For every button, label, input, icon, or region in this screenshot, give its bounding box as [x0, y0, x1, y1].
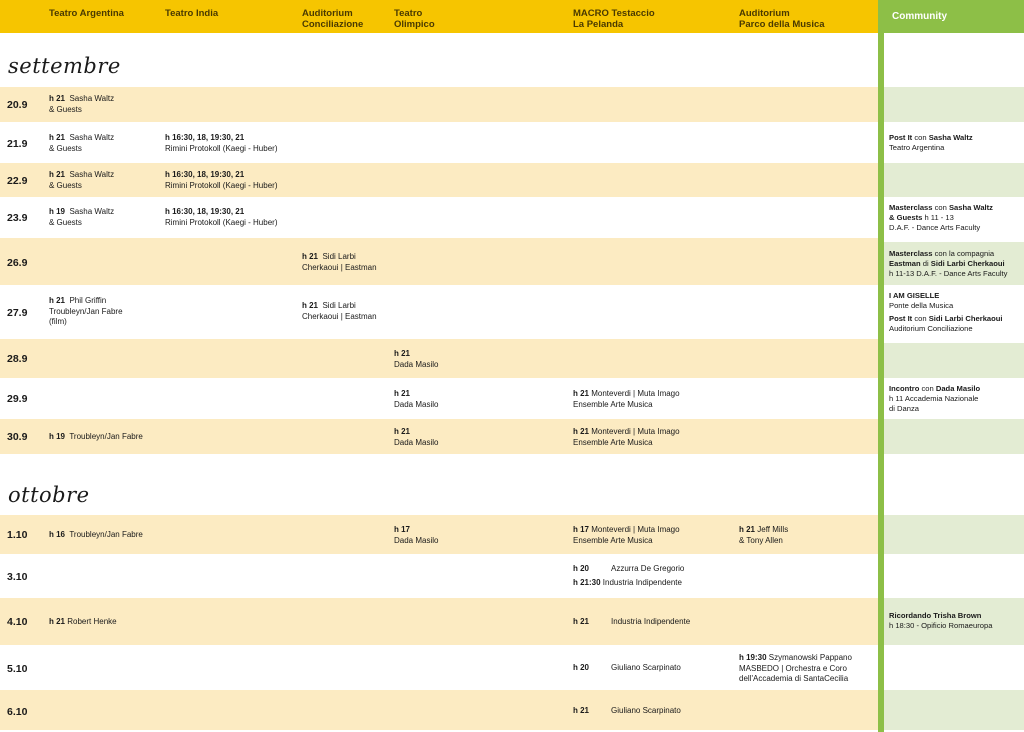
- row-date: 29.9: [7, 393, 28, 405]
- header-teatro-olimpico: Teatro Olimpico: [394, 8, 435, 30]
- community-event: Post It con Sasha Waltz Teatro Argentina: [889, 133, 973, 152]
- month-settembre: settembre: [8, 54, 121, 78]
- event-olimpico: h 21 Dada Masilo: [394, 349, 439, 369]
- header-teatro-argentina: Teatro Argentina: [49, 8, 124, 19]
- community-cell: [884, 87, 1024, 122]
- community-cell: [884, 419, 1024, 454]
- event-olimpico: h 21 Dada Masilo: [394, 427, 439, 447]
- community-cell: [884, 122, 1024, 163]
- community-cell: [884, 690, 1024, 730]
- schedule-row: [0, 163, 878, 197]
- schedule-row: [0, 419, 878, 454]
- event-macro: h 17 Monteverdi | Muta Imago Ensemble Arte Musica: [573, 525, 680, 545]
- venue-header: [0, 0, 878, 33]
- community-event: Incontro con Dada Masilo h 11 Accademia Nazionale di Danza: [889, 384, 981, 413]
- schedule-row: [0, 87, 878, 122]
- event-olimpico: h 21 Dada Masilo: [394, 389, 439, 409]
- event-conciliazione: h 21 Sidi Larbi Cherkaoui | Eastman: [302, 252, 377, 272]
- event-macro: h 21 Monteverdi | Muta Imago Ensemble Arte Musica: [573, 389, 680, 409]
- event-argentina: h 19 Sasha Waltz & Guests: [49, 207, 115, 227]
- event-argentina: h 21 Sasha Waltz & Guests: [49, 133, 115, 153]
- row-date: 6.10: [7, 706, 28, 718]
- row-date: 1.10: [7, 529, 28, 541]
- community-event: I AM GISELLE Ponte della Musica: [889, 291, 954, 310]
- schedule-row: [0, 598, 878, 645]
- row-date: 22.9: [7, 175, 28, 187]
- community-cell: [884, 197, 1024, 238]
- event-argentina: h 16 Troubleyn/Jan Fabre: [49, 530, 143, 539]
- header-auditorium-parco: Auditorium Parco della Musica: [739, 8, 825, 30]
- schedule-row: [0, 690, 878, 730]
- event-argentina: h 21 Sasha Waltz & Guests: [49, 170, 115, 190]
- community-cell: [884, 598, 1024, 645]
- schedule-row: [0, 285, 878, 339]
- event-macro: h 20 Giuliano Scarpinato: [573, 663, 681, 672]
- row-date: 23.9: [7, 212, 28, 224]
- community-cell: [884, 378, 1024, 419]
- schedule-row: [0, 378, 878, 419]
- community-cell: [884, 163, 1024, 197]
- row-date: 26.9: [7, 257, 28, 269]
- event-argentina: h 21 Sasha Waltz & Guests: [49, 94, 115, 114]
- schedule-row: [0, 645, 878, 690]
- community-cell: [884, 242, 1024, 285]
- header-teatro-india: Teatro India: [165, 8, 219, 19]
- event-macro: h 21 Giuliano Scarpinato: [573, 706, 681, 715]
- event-macro: h 21 Industria Indipendente: [573, 617, 691, 626]
- header-auditorium-conciliazione: Auditorium Conciliazione: [302, 8, 364, 30]
- event-macro: h 21:30 Industria Indipendente: [573, 578, 682, 587]
- community-header: Community: [884, 0, 1024, 33]
- schedule-row: [0, 197, 878, 238]
- community-event: Post It con Sidi Larbi Cherkaoui Auditorium Conciliazione: [889, 314, 1003, 333]
- row-date: 4.10: [7, 616, 28, 628]
- schedule-row: [0, 554, 878, 598]
- schedule-row: [0, 515, 878, 554]
- row-date: 3.10: [7, 571, 28, 583]
- row-date: 5.10: [7, 663, 28, 675]
- community-event: Ricordando Trisha Brown h 18:30 - Opificio Romaeuropa: [889, 611, 993, 630]
- event-india: h 16:30, 18, 19:30, 21 Rimini Protokoll (Kaegi - Huber): [165, 133, 278, 153]
- event-parco-musica: h 19:30 Szymanowski Pappano MASBEDO | Orchestra e Coro dell'Accademia di SantaCecilia: [739, 653, 852, 683]
- row-date: 21.9: [7, 138, 28, 150]
- event-argentina: h 21 Phil Griffin Troubleyn/Jan Fabre (film): [49, 296, 123, 326]
- event-olimpico: h 17 Dada Masilo: [394, 525, 439, 545]
- row-date: 27.9: [7, 307, 28, 319]
- event-india: h 16:30, 18, 19:30, 21 Rimini Protokoll (Kaegi - Huber): [165, 207, 278, 227]
- event-macro: h 20 Azzurra De Gregorio: [573, 564, 685, 573]
- month-ottobre: ottobre: [8, 483, 90, 507]
- event-argentina: h 19 Troubleyn/Jan Fabre: [49, 432, 143, 441]
- event-conciliazione: h 21 Sidi Larbi Cherkaoui | Eastman: [302, 301, 377, 321]
- community-cell: [884, 343, 1024, 378]
- community-cell: [884, 285, 1024, 339]
- event-india: h 16:30, 18, 19:30, 21 Rimini Protokoll (Kaegi - Huber): [165, 170, 278, 190]
- row-date: 28.9: [7, 353, 28, 365]
- header-macro-testaccio: MACRO Testaccio La Pelanda: [573, 8, 655, 30]
- schedule-row: [0, 238, 878, 285]
- schedule-row: [0, 122, 878, 163]
- community-event: Masterclass con la compagnia Eastman di Sidi Larbi Cherkaoui h 11-13 D.A.F. - Dance Arts Faculty: [889, 249, 1008, 278]
- community-event: Masterclass con Sasha Waltz & Guests h 11 - 13 D.A.F. - Dance Arts Faculty: [889, 203, 993, 232]
- row-date: 20.9: [7, 99, 28, 111]
- community-cell: [884, 515, 1024, 554]
- community-cell: [884, 554, 1024, 598]
- row-date: 30.9: [7, 431, 28, 443]
- event-macro: h 21 Monteverdi | Muta Imago Ensemble Arte Musica: [573, 427, 680, 447]
- event-argentina: h 21 Robert Henke: [49, 617, 117, 626]
- event-parco-musica: h 21 Jeff Mills & Tony Allen: [739, 525, 789, 545]
- schedule-row: [0, 339, 878, 378]
- community-cell: [884, 645, 1024, 690]
